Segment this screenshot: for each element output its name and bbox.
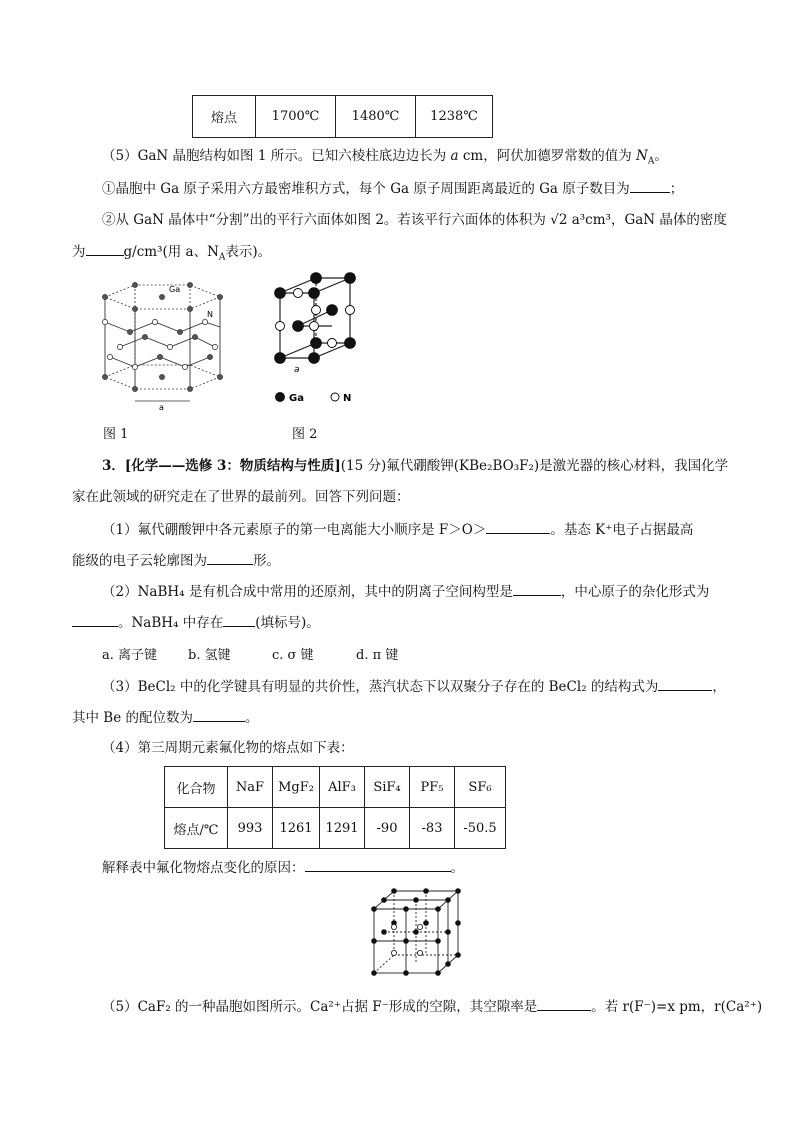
figure-1-caption: 图 1: [103, 427, 129, 442]
gan-parallelepiped-figure: [262, 268, 372, 413]
fig1-ga-label: Ga: [169, 285, 181, 294]
fig2-legend-ga: Ga: [289, 393, 304, 404]
table-cell: 993: [228, 808, 273, 849]
q3-part2: （2）NaBH₄ 是有机合成中常用的还原剂，其中的阴离子空间构型是 ，中心原子的杂化形式为: [102, 581, 709, 602]
table-cell: 1700℃: [256, 96, 336, 138]
option-a[interactable]: a. 离子键: [102, 648, 158, 663]
fig2-a-label: a: [294, 365, 300, 375]
fig2-legend-n: N: [343, 393, 352, 404]
table-row-label: 熔点/℃: [165, 808, 228, 849]
answer-blank[interactable]: [72, 612, 118, 627]
q3-part3: （3）BeCl₂ 中的化学键具有明显的共价性，蒸汽状态下以双聚分子存在的 BeCl₂ 的结构式为 ，: [102, 676, 726, 697]
q3-part2-cont: 。NaBH₄ 中存在 (填标号)。: [72, 612, 320, 633]
gan-hexagonal-cell-figure: [95, 277, 235, 417]
table-cell: -90: [365, 808, 410, 849]
table-cell: 1480℃: [336, 96, 416, 138]
figure-2-caption: 图 2: [292, 427, 318, 442]
table-header: SiF₄: [365, 767, 410, 808]
answer-blank[interactable]: [193, 707, 245, 722]
option-c[interactable]: c. σ 键: [272, 648, 314, 663]
q3-part4: （4）第三周期元素氟化物的熔点如下表：: [102, 740, 354, 756]
answer-blank[interactable]: [305, 857, 451, 872]
table-header: AlF₃: [320, 767, 365, 808]
answer-blank[interactable]: [486, 519, 550, 534]
q3-part1: （1）氟代硼酸钾中各元素原子的第一电离能大小顺序是 F＞O＞ 。基态 K⁺电子占据最高: [102, 519, 693, 540]
answer-blank[interactable]: [86, 241, 124, 256]
table-label: 熔点: [193, 96, 256, 138]
n-legend-icon: [331, 393, 339, 401]
fig1-a-label: a: [159, 403, 164, 412]
q3-part5: （5）CaF₂ 的一种晶胞如图所示。Ca²⁺占据 F⁻形成的空隙，其空隙率是 。若 r(F⁻)=x pm，r(Ca²⁺): [102, 996, 762, 1017]
answer-blank[interactable]: [630, 178, 670, 193]
q3-part4-explain: 解释表中氟化物熔点变化的原因： 。: [102, 857, 464, 878]
answer-blank[interactable]: [223, 612, 255, 627]
table-header: MgF₂: [273, 767, 320, 808]
table-cell: 1291: [320, 808, 365, 849]
answer-blank[interactable]: [207, 550, 253, 565]
answer-blank[interactable]: [537, 996, 591, 1011]
answer-blank[interactable]: [658, 676, 712, 691]
table-header: SF₆: [455, 767, 506, 808]
q3-heading: 3．[化学——选修 3：物质结构与性质](15 分)氟代硼酸钾(KBe₂BO₃F₂)是激光器的核心材料，我国化学: [102, 458, 729, 474]
q5-intro: （5）GaN 晶胞结构如图 1 所示。已知六棱柱底边边长为 a cm，阿伏加德罗常数的值为 $N_A$。: [102, 148, 668, 167]
table-cell: -83: [410, 808, 455, 849]
q5-item2-cont: 为 g/cm³(用 a、$N_A$表示)。: [72, 241, 271, 268]
melting-point-table-top: [192, 95, 493, 138]
q3-options: [102, 644, 398, 663]
answer-blank[interactable]: [513, 581, 561, 596]
table-header: 化合物: [165, 767, 228, 808]
table-cell: 1261: [273, 808, 320, 849]
q3-part3-cont: 其中 Be 的配位数为 。: [72, 707, 259, 728]
caf2-unit-cell-figure: [368, 887, 464, 979]
ga-legend-icon: [275, 392, 285, 402]
option-b[interactable]: b. 氢键: [188, 648, 231, 663]
table-cell: 1238℃: [416, 96, 493, 138]
q3-intro-cont: 家在此领域的研究走在了世界的最前列。回答下列问题：: [72, 489, 410, 505]
fig1-n-label: N: [207, 310, 213, 319]
q5-item2: ②从 GaN 晶体中“分割”出的平行六面体如图 2。若该平行六面体的体积为 √2 a³cm³，GaN 晶体的密度: [102, 212, 727, 228]
option-d[interactable]: d. π 键: [356, 648, 399, 663]
table-header: NaF: [228, 767, 273, 808]
fluoride-melting-point-table: [164, 766, 506, 849]
q5-item1: ①晶胞中 Ga 原子采用六方最密堆积方式，每个 Ga 原子周围距离最近的 Ga 原子数目为 ；: [102, 178, 683, 199]
table-cell: -50.5: [455, 808, 506, 849]
table-header: PF₅: [410, 767, 455, 808]
q3-part1-cont: 能级的电子云轮廓图为 形。: [72, 550, 280, 571]
